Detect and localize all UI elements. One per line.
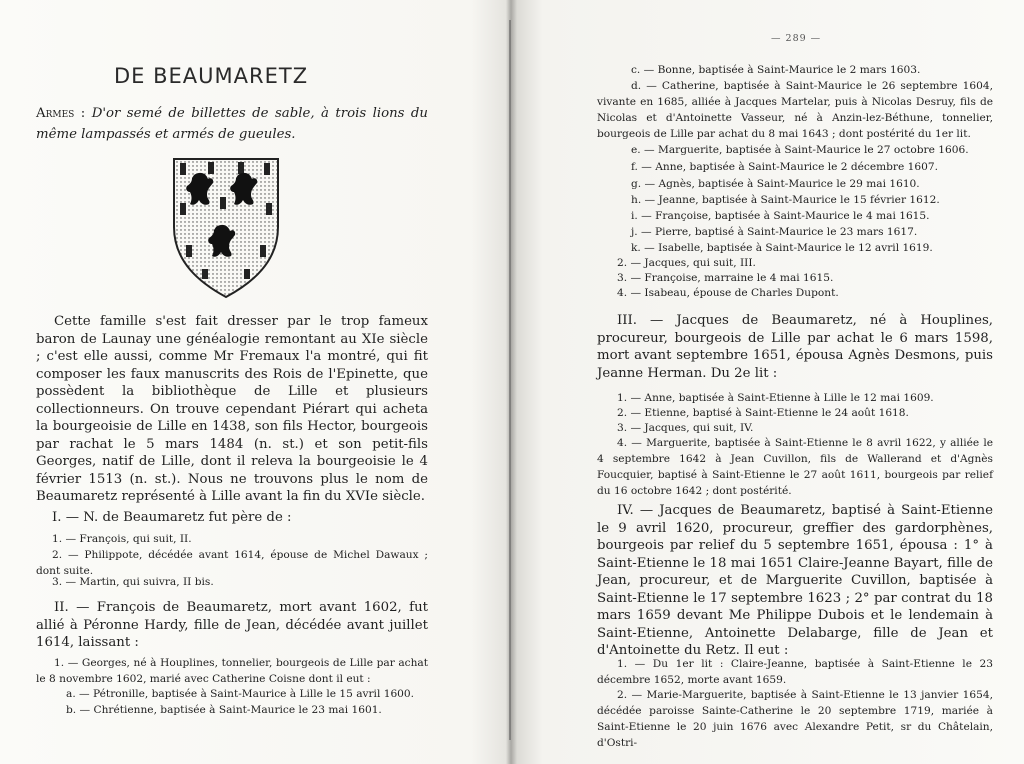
arms-label: Armes : bbox=[36, 106, 86, 121]
generation-3-child: 3. — Jacques, qui suit, IV. bbox=[617, 422, 754, 434]
generation-4-child: 1. — Du 1er lit : Claire-Jeanne, baptisée à Saint-Etienne le 23 décembre 1652, morte avant 1659. bbox=[597, 658, 993, 686]
generation-2-child: h. — Jeanne, baptisée à Saint-Maurice le 15 février 1612. bbox=[631, 194, 940, 206]
generation-4-child: 2. — Marie-Marguerite, baptisée à Saint-Etienne le 13 janvier 1654, décédée paroisse Sainte-Catherine le 20 septembre 1719, mariée à Saint-Etienne le 20 juin 1676 avec Alexandre Petit, sr du Châtelain, d'Ostri- bbox=[597, 689, 993, 749]
generation-2-child: 1. — Georges, né à Houplines, tonnelier, bourgeois de Lille par achat le 8 novembre 1602, marié avec Catherine Coisne dont il eut : bbox=[36, 657, 428, 685]
coat-of-arms-icon bbox=[172, 157, 280, 299]
family-introduction: Cette famille s'est fait dresser par le trop fameux baron de Launay une généalogie remontant au XIe siècle ; c'est elle aussi, comme Mr Fremaux l'a montré, qui fit composer les faux manuscrits des Rois de l'Epinette, que possèdent la bibliothèque de Lille et plusieurs collectionneurs. On trouve cependant Piérart qui acheta la bourgeoisie de Lille en 1438, son fils Hector, bourgeois par rachat le 5 mars 1484 (n. st.) et son petit-fils Georges, natif de Lille, dont il releva la bourgeoisie le 4 février 1513 (n. st.). Nous ne trouvons plus le nom de Beaumaretz représenté à Lille avant la fin du XVIe siècle. bbox=[36, 314, 428, 504]
generation-3-child: 4. — Marguerite, baptisée à Saint-Etienne le 8 avril 1622, y alliée le 4 septembre 1642 à Jean Cuvillon, fils de Wallerand et d'Agnès Foucquier, baptisé à Saint-Etienne le 27 août 1611, bourgeois par relief du 16 octobre 1642 ; dont postérité. bbox=[597, 437, 993, 497]
generation-2-child: b. — Chrétienne, baptisée à Saint-Maurice le 23 mai 1601. bbox=[66, 704, 382, 716]
right-page bbox=[595, 0, 993, 764]
generation-2-child: 4. — Isabeau, épouse de Charles Dupont. bbox=[617, 287, 839, 299]
generation-2-child: 3. — Françoise, marraine le 4 mai 1615. bbox=[617, 272, 834, 284]
arms-text: D'or semé de billettes de sable, à trois lions du même lampassés et armés de gueules. bbox=[36, 106, 428, 142]
generation-2-child: d. — Catherine, baptisée à Saint-Maurice le 26 septembre 1604, vivante en 1685, alliée à Jacques Martelar, puis à Nicolas Desruy, fils de Nicolas et d'Antoinette Vasseur, né à Anzin-lez-Béthune, tonnelier, bourgeois de Lille par achat du 8 mai 1643 ; dont postérité du 1er lit. bbox=[597, 80, 993, 140]
generation-2-child: c. — Bonne, baptisée à Saint-Maurice le 2 mars 1603. bbox=[631, 64, 921, 76]
generation-3-child: 2. — Etienne, baptisé à Saint-Etienne le 24 août 1618. bbox=[617, 407, 909, 419]
generation-1-child: 2. — Philippote, décédée avant 1614, épouse de Michel Dawaux ; dont suite. bbox=[36, 549, 428, 577]
book-gutter bbox=[509, 20, 511, 740]
left-page bbox=[30, 0, 428, 764]
generation-2-child: k. — Isabelle, baptisée à Saint-Maurice le 12 avril 1619. bbox=[631, 242, 933, 254]
generation-1-heading: I. — N. de Beaumaretz fut père de : bbox=[52, 510, 292, 525]
generation-2-heading: II. — François de Beaumaretz, mort avant 1602, fut allié à Péronne Hardy, fille de Jean, décédée avant juillet 1614, laissant : bbox=[36, 600, 428, 650]
generation-1-child: 3. — Martin, qui suivra, II bis. bbox=[52, 576, 214, 588]
generation-2-child: e. — Marguerite, baptisée à Saint-Maurice le 27 octobre 1606. bbox=[631, 144, 969, 156]
generation-2-child: a. — Pétronille, baptisée à Saint-Maurice à Lille le 15 avril 1600. bbox=[66, 688, 415, 700]
generation-3-child: 1. — Anne, baptisée à Saint-Etienne à Lille le 12 mai 1609. bbox=[617, 392, 934, 404]
generation-2-child: g. — Agnès, baptisée à Saint-Maurice le 29 mai 1610. bbox=[631, 178, 920, 190]
generation-1-child: 1. — François, qui suit, II. bbox=[52, 533, 192, 545]
generation-4-heading: IV. — Jacques de Beaumaretz, baptisé à Saint-Etienne le 9 avril 1620, procureur, greffier des gardorphènes, bourgeois par relief du 5 septembre 1651, épousa : 1° à Saint-Etienne le 18 mai 1651 Claire-Jeanne Bayart, fille de Jean, procureur, et de Marguerite Cuvillon, baptisée à Saint-Etienne le 17 septembre 1623 ; 2° par contrat du 18 mars 1659 devant Me Philippe Dubois et le lendemain à Saint-Etienne, Antoinette Delabarge, fille de Jean et d'Antoinette du Retz. Il eut : bbox=[597, 503, 993, 658]
page-number: — 289 — bbox=[771, 33, 822, 44]
generation-2-child: f. — Anne, baptisée à Saint-Maurice le 2 décembre 1607. bbox=[631, 161, 938, 173]
arms-blazon bbox=[36, 103, 428, 145]
generation-2-child: j. — Pierre, baptisé à Saint-Maurice le 23 mars 1617. bbox=[631, 226, 918, 238]
generation-2-child: 2. — Jacques, qui suit, III. bbox=[617, 257, 756, 269]
page-title: DE BEAUMARETZ bbox=[114, 64, 309, 88]
generation-2-child: i. — Françoise, baptisée à Saint-Maurice le 4 mai 1615. bbox=[631, 210, 930, 222]
generation-3-heading: III. — Jacques de Beaumaretz, né à Houplines, procureur, bourgeois de Lille par achat le 6 mars 1598, mort avant septembre 1651, épousa Agnès Desmons, puis Jeanne Herman. Du 2e lit : bbox=[597, 313, 993, 381]
